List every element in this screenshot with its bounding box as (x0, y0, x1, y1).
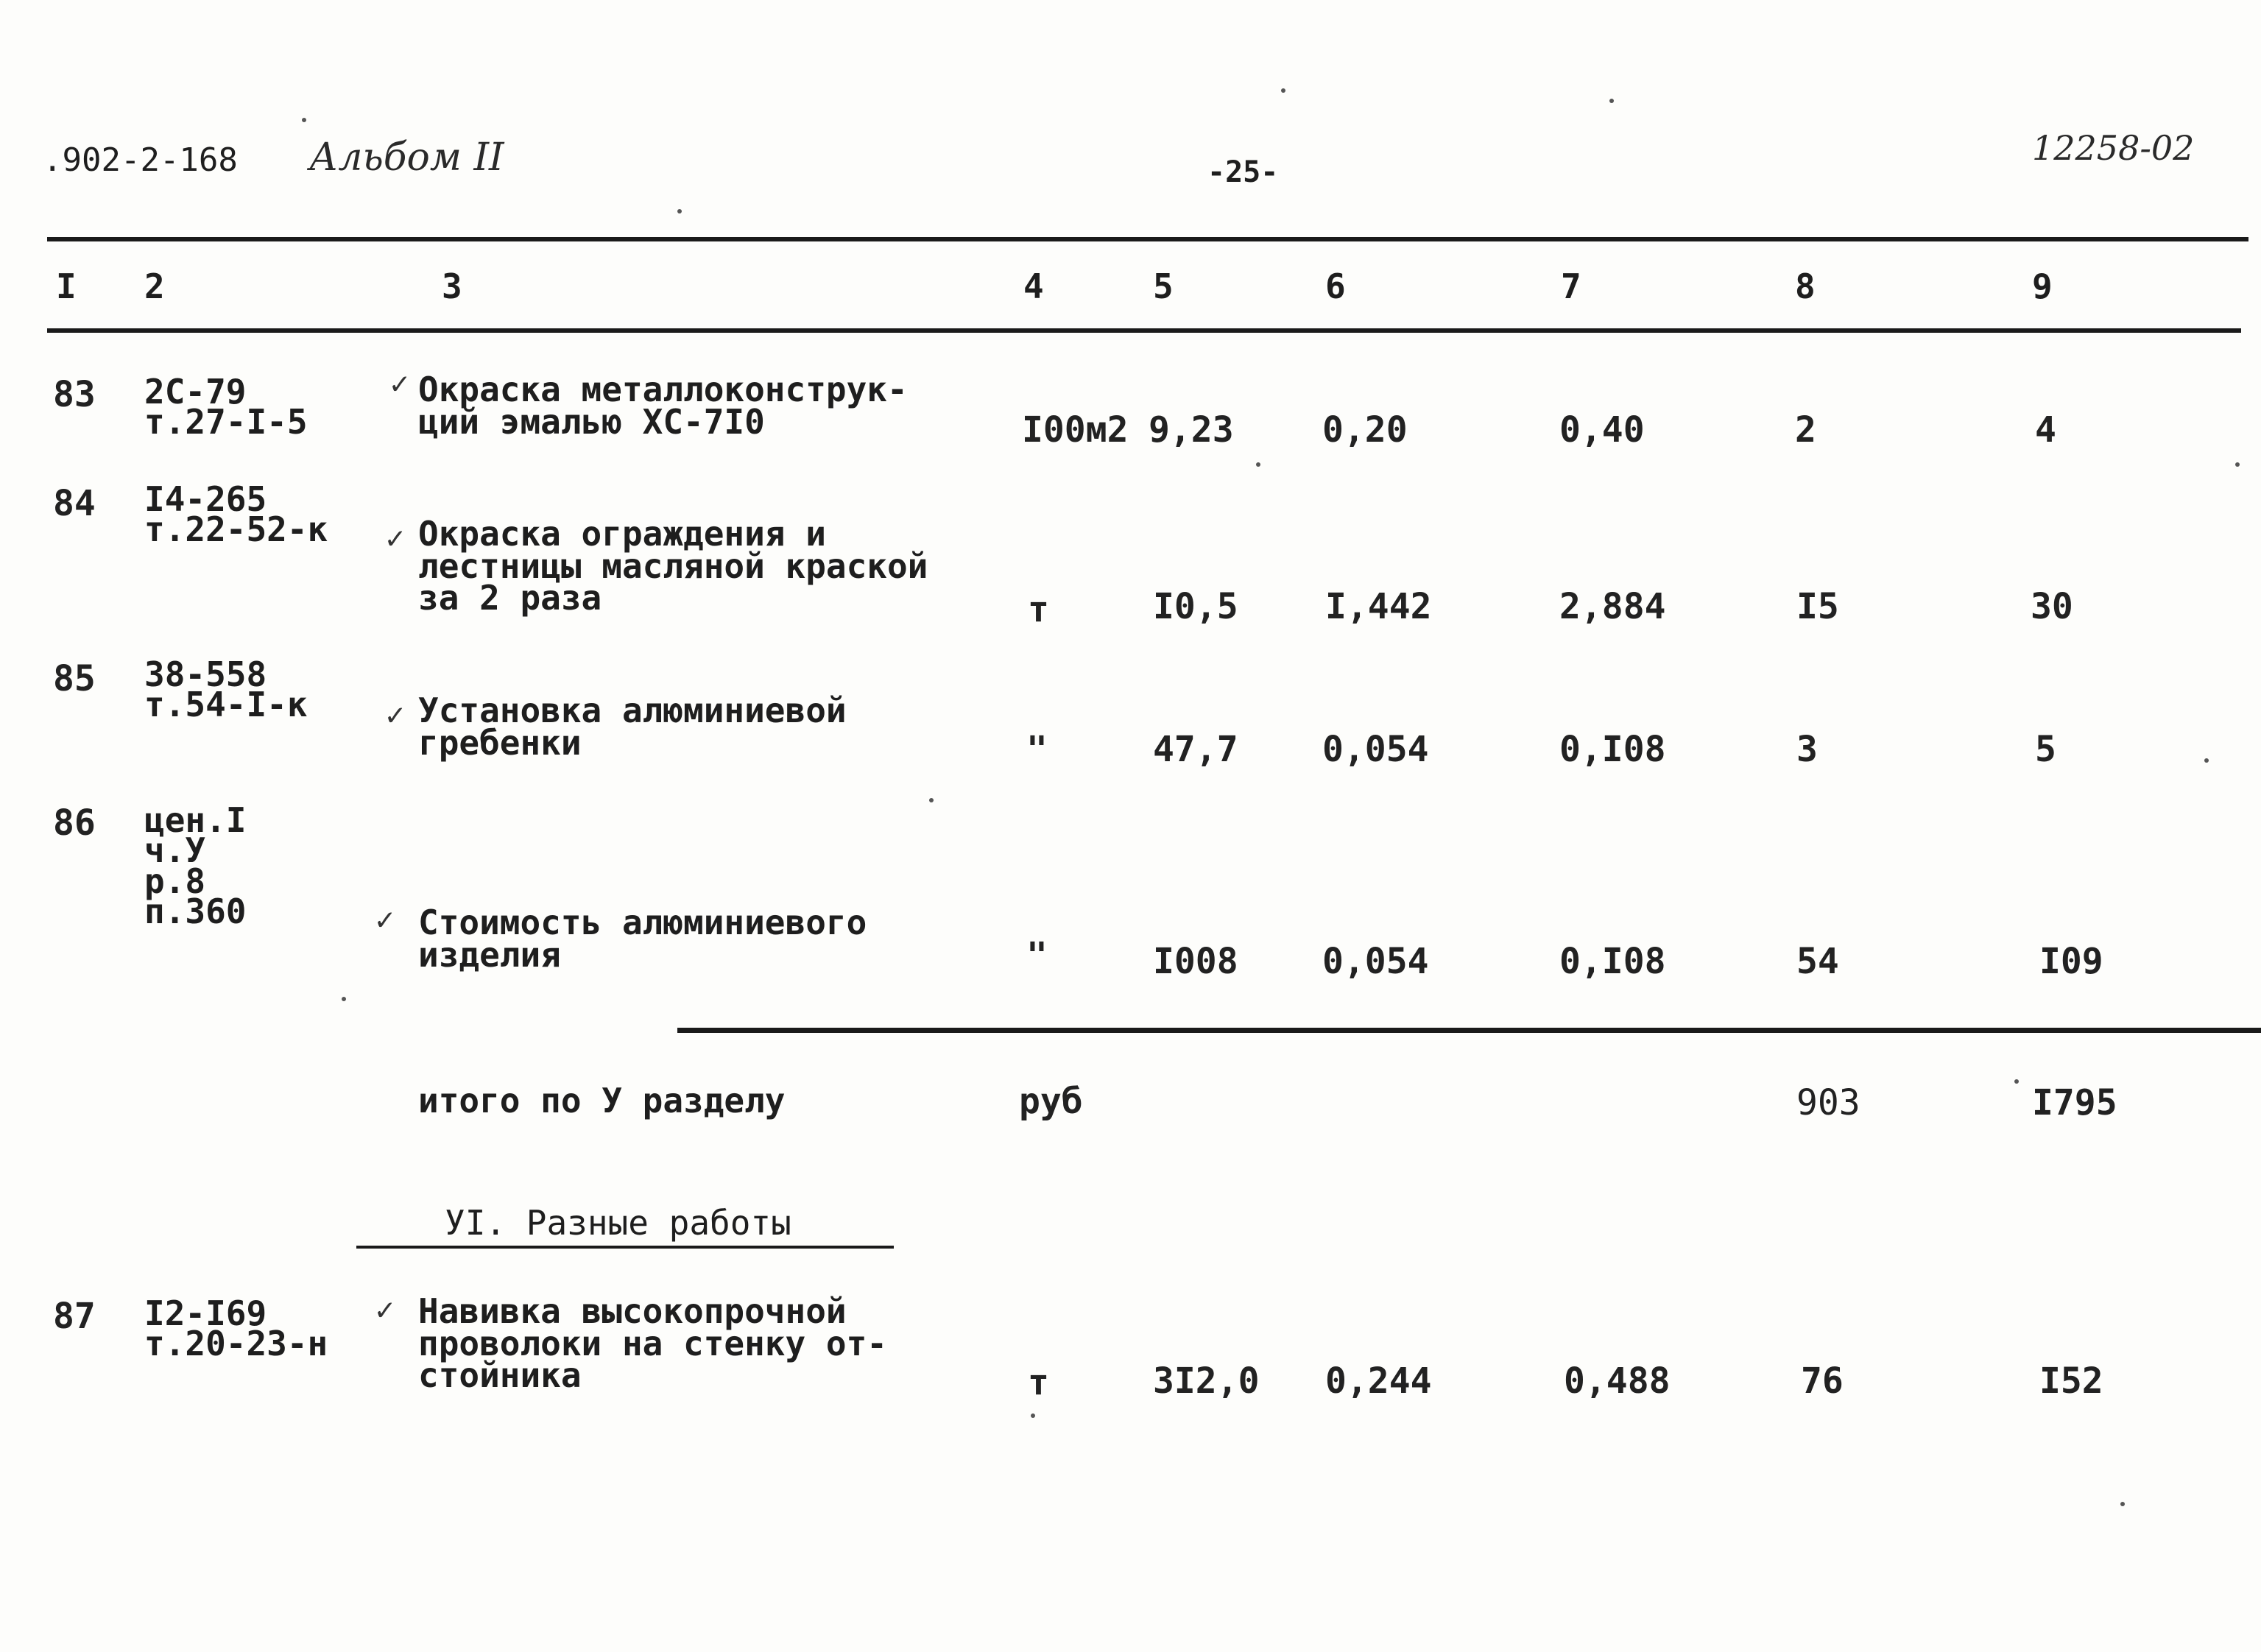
subtotal-label: итого по У разделу (418, 1081, 786, 1120)
col-header-2: 2 (144, 266, 165, 306)
quantity: 3I2,0 (1153, 1360, 1260, 1402)
scan-speck (929, 798, 934, 802)
row-number: 84 (53, 483, 96, 524)
scan-speck (2120, 1502, 2125, 1506)
unit: I00м2 (1022, 409, 1129, 451)
col8-value: 76 (1801, 1360, 1844, 1402)
norm-code: 2С-79 т.27-I-5 (144, 372, 308, 442)
col9-value: 4 (2035, 409, 2056, 451)
check-mark: ✓ (375, 1291, 395, 1327)
scan-speck (1031, 1413, 1035, 1418)
col7-value: 0,I08 (1559, 941, 1666, 982)
subtotal-rule (677, 1028, 2261, 1033)
col-header-7: 7 (1561, 266, 1581, 306)
col9-value: 5 (2035, 729, 2056, 770)
col6-value: 0,20 (1322, 409, 1408, 451)
col7-value: 0,488 (1564, 1360, 1671, 1402)
subtotal-unit: руб (1019, 1081, 1083, 1122)
col-header-6: 6 (1325, 266, 1346, 306)
col8-value: 3 (1796, 729, 1818, 770)
col8-value: I5 (1796, 586, 1839, 627)
norm-code: 38-558 т.54-I-к (144, 654, 308, 725)
col9-value: I09 (2039, 941, 2103, 982)
work-description: Окраска металлоконструк- ций эмалью ХС-7I0 (418, 370, 908, 442)
section-title: УI. Разные работы (445, 1203, 791, 1243)
col-header-8: 8 (1795, 266, 1816, 306)
col7-value: 2,884 (1559, 586, 1666, 627)
scan-speck (1609, 99, 1614, 103)
quantity: 47,7 (1153, 729, 1238, 770)
page-number: -25- (1207, 155, 1279, 189)
check-mark: ✓ (390, 365, 409, 401)
col6-value: I,442 (1325, 586, 1432, 627)
work-description: Окраска ограждения и лестницы масляной краской за 2 раза (418, 514, 928, 618)
unit: т (1028, 1362, 1049, 1403)
col8-value: 54 (1796, 941, 1839, 982)
quantity: I008 (1153, 941, 1238, 982)
section-title-underline (356, 1246, 894, 1249)
col7-value: 0,40 (1559, 409, 1645, 451)
unit: " (1026, 935, 1048, 976)
col6-value: 0,054 (1322, 941, 1429, 982)
album-label: Альбом II (309, 135, 504, 180)
work-description: Стоимость алюминиевого изделия (418, 903, 867, 975)
scan-speck (2204, 758, 2209, 763)
scan-speck (2014, 1079, 2019, 1084)
document-number: .902-2-168 (43, 141, 238, 179)
unit: " (1026, 729, 1048, 770)
col9-value: 30 (2031, 586, 2073, 627)
col-header-1: I (56, 266, 77, 306)
scan-speck (1281, 88, 1285, 93)
work-description: Навивка высокопрочной проволоки на стенку от- стойника (418, 1291, 887, 1396)
row-number: 85 (53, 658, 96, 699)
quantity: 9,23 (1149, 409, 1234, 451)
col6-value: 0,244 (1325, 1360, 1432, 1402)
scan-speck (302, 118, 306, 122)
registration-number: 12258-02 (2032, 128, 2195, 168)
col-header-3: 3 (442, 266, 462, 306)
row-number: 87 (53, 1296, 96, 1337)
check-mark: ✓ (375, 901, 395, 937)
subtotal-col9: I795 (2032, 1082, 2117, 1123)
norm-code: I2-I69 т.20-23-н (144, 1293, 328, 1364)
handwritten-note (102, 736, 111, 759)
check-mark: ✓ (386, 520, 405, 556)
col7-value: 0,I08 (1559, 729, 1666, 770)
quantity: I0,5 (1153, 586, 1238, 627)
scan-speck (1256, 462, 1260, 467)
col-header-9: 9 (2032, 266, 2053, 306)
col-header-5: 5 (1153, 266, 1174, 306)
check-mark: ✓ (386, 696, 405, 733)
unit: т (1028, 589, 1049, 630)
col-header-4: 4 (1023, 266, 1044, 306)
col9-value: I52 (2039, 1360, 2103, 1402)
row-number: 83 (53, 374, 96, 415)
scan-speck (342, 997, 346, 1001)
scan-speck (2235, 462, 2240, 467)
header-rule-top (47, 237, 2248, 241)
scan-speck (677, 209, 682, 213)
work-description: Установка алюминиевой гребенки (418, 691, 847, 763)
col6-value: 0,054 (1322, 729, 1429, 770)
subtotal-col8: 903 (1796, 1082, 1860, 1123)
col8-value: 2 (1795, 409, 1816, 451)
norm-code: цен.I ч.У р.8 п.360 (144, 800, 247, 932)
norm-code: I4-265 т.22-52-к (144, 479, 328, 550)
header-rule-bottom (47, 328, 2241, 333)
row-number: 86 (53, 802, 96, 844)
